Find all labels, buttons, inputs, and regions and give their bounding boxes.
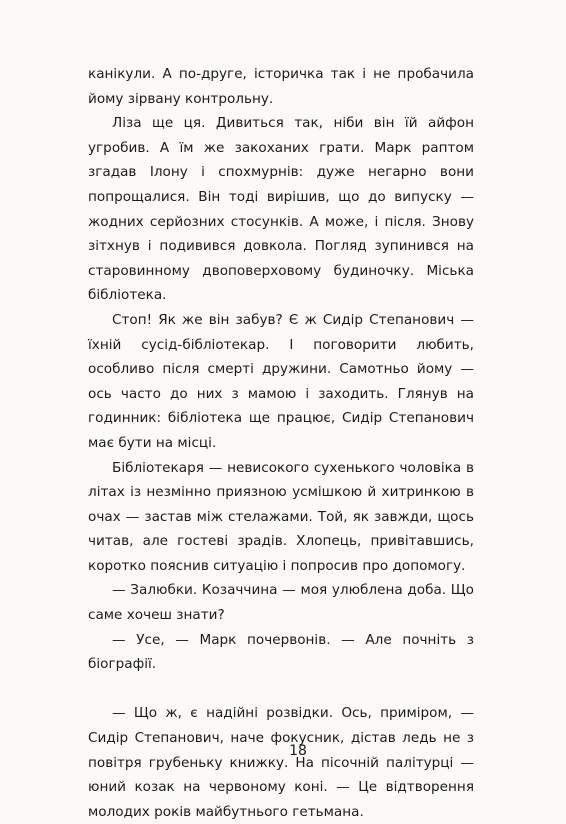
paragraph-continuation: канікули. А по-друге, історичка так і не пробачила йому зірвану контрольну.: [88, 66, 474, 107]
body-text: [88, 62, 474, 824]
paragraph-dialogue-3: — Що ж, є надійні розвідки. Ось, приміром, — Сидір Степанович, наче фокусник, дістав ледь не з повітря грубеньку книжку. На пісочній палітурці — юний козак на червоному коні. — Це відтворення молодих років майбутнього гетьмана.: [88, 705, 474, 820]
paragraph-stop: Стоп! Як же він забув? Є ж Сидір Степанович — їхній сусід-бібліотекар. І поговорити любить, особливо після смерті дружини. Самотньо йому — ось часто до них з мамою і заходить. Глянув на годинник: бібліотека ще працює, Сидір Степанович має бути на місці.: [88, 311, 474, 451]
paragraph-dialogue-1: — Залюбки. Козаччина — моя улюблена доба. Що саме хочеш знати?: [88, 582, 474, 624]
paragraph-dialogue-2: — Усе, — Марк почервонів. — Але почніть з біографії.: [88, 631, 474, 673]
page-number: 18: [289, 743, 307, 759]
paragraph-liza: Ліза ще ця. Дивиться так, ніби він їй айфон угробив. А їм же закоханих грати. Марк раптом згадав Ілону і спохмурнів: дуже негарно вони попрощалися. Він тоді вирішив, що до випуску — жодних серйозних стосунків. А може, і після. Знову зітхнув і подивився довкола. Погляд зупинився на старовинному двоповерховому будиночку. Міська бібліотека.: [88, 115, 474, 304]
page-number-container: [0, 742, 566, 760]
paragraph-librarian: Бібліотекаря — невисокого сухенького чоловіка в літах із незмінно приязною усмішкою й хитринкою в очах — застав між стелажами. Той, як завжди, щось читав, але гостеві зрадів. Хлопець, привітавшись, коротко пояснив ситуацію і попросив про допомогу.: [88, 459, 474, 574]
